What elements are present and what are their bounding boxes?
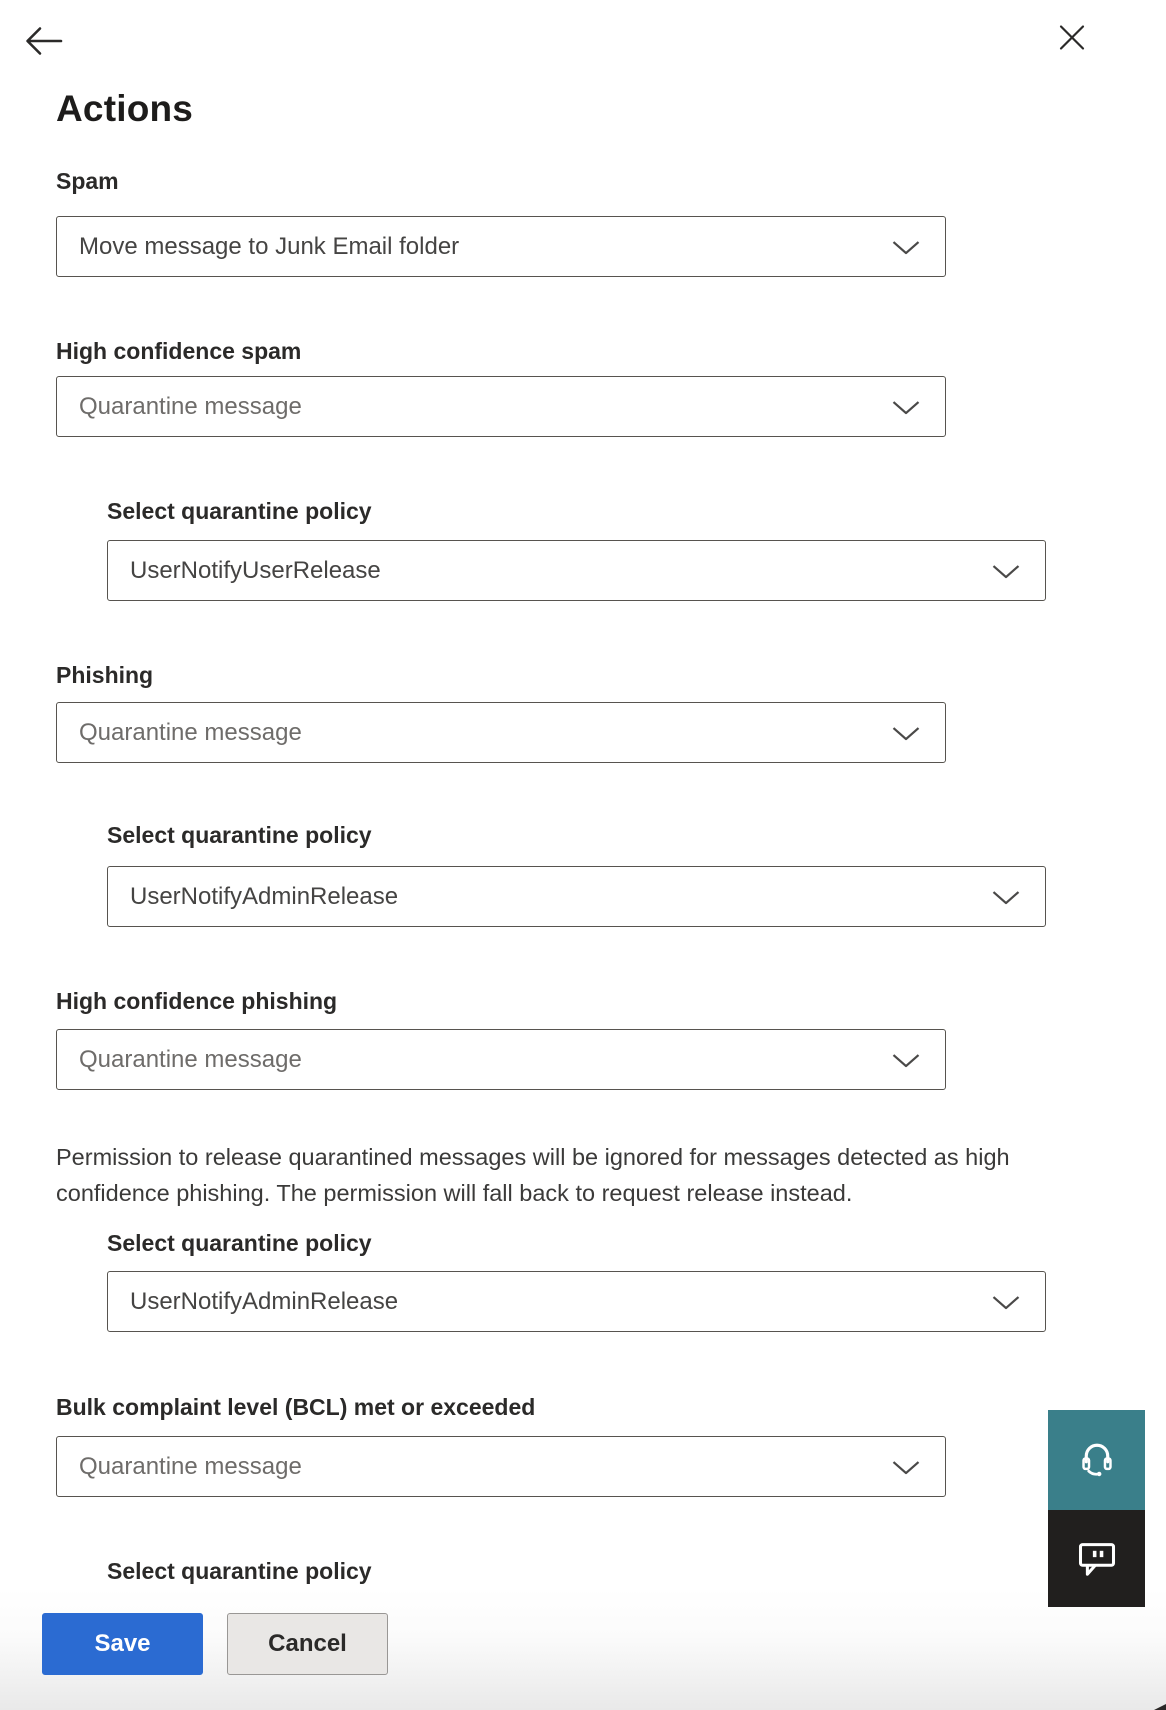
phishing-quarantine-policy-value: UserNotifyAdminRelease — [130, 882, 399, 910]
back-button[interactable] — [24, 24, 64, 58]
high-confidence-spam-label: High confidence spam — [56, 338, 302, 364]
phishing-label: Phishing — [56, 662, 154, 688]
hcp-quarantine-policy-label: Select quarantine policy — [107, 1230, 372, 1256]
hcs-quarantine-policy-label: Select quarantine policy — [107, 498, 372, 524]
chevron-down-icon — [891, 1459, 921, 1476]
chevron-down-icon — [991, 1294, 1021, 1311]
high-confidence-phishing-value: Quarantine message — [79, 1045, 302, 1073]
chevron-down-icon — [891, 1052, 921, 1069]
hcp-quarantine-policy-dropdown[interactable] — [107, 1271, 1046, 1332]
spam-action-dropdown[interactable] — [56, 216, 946, 277]
hcp-quarantine-policy-value: UserNotifyAdminRelease — [130, 1287, 399, 1315]
back-arrow-icon — [24, 46, 64, 61]
footer-bar — [0, 1588, 1166, 1710]
high-confidence-phishing-dropdown[interactable] — [56, 1029, 946, 1090]
high-confidence-phishing-label: High confidence phishing — [56, 988, 338, 1014]
page-title: Actions — [56, 88, 194, 129]
spam-label: Spam — [56, 168, 119, 194]
support-button[interactable] — [1048, 1410, 1145, 1510]
close-icon — [1058, 39, 1086, 54]
hcs-quarantine-policy-dropdown[interactable] — [107, 540, 1046, 601]
phishing-quarantine-policy-label: Select quarantine policy — [107, 822, 372, 848]
phishing-quarantine-policy-dropdown[interactable] — [107, 866, 1046, 927]
high-confidence-spam-dropdown[interactable] — [56, 376, 946, 437]
phishing-dropdown[interactable] — [56, 702, 946, 763]
bcl-dropdown[interactable] — [56, 1436, 946, 1497]
feedback-button[interactable] — [1048, 1510, 1145, 1607]
chevron-down-icon — [991, 563, 1021, 580]
headset-icon — [1075, 1437, 1119, 1484]
hcp-permission-note: Permission to release quarantined messages will be ignored for messages detected as high confidence phishing. The permission will fall back to request release instead. — [56, 1144, 1010, 1206]
chevron-down-icon — [891, 399, 921, 416]
save-button[interactable]: Save — [42, 1613, 203, 1675]
bcl-value: Quarantine message — [79, 1452, 302, 1480]
phishing-value: Quarantine message — [79, 718, 302, 746]
high-confidence-spam-value: Quarantine message — [79, 392, 302, 420]
close-button[interactable] — [1056, 24, 1088, 54]
cancel-button[interactable]: Cancel — [227, 1613, 388, 1675]
bcl-label: Bulk complaint level (BCL) met or exceeded — [56, 1394, 536, 1420]
bcl-quarantine-policy-label: Select quarantine policy — [107, 1558, 372, 1584]
chevron-down-icon — [891, 239, 921, 256]
feedback-bubble-icon — [1075, 1535, 1119, 1582]
spam-action-value: Move message to Junk Email folder — [79, 232, 460, 260]
hcs-quarantine-policy-value: UserNotifyUserRelease — [130, 556, 381, 584]
chevron-down-icon — [891, 725, 921, 742]
chevron-down-icon — [991, 889, 1021, 906]
